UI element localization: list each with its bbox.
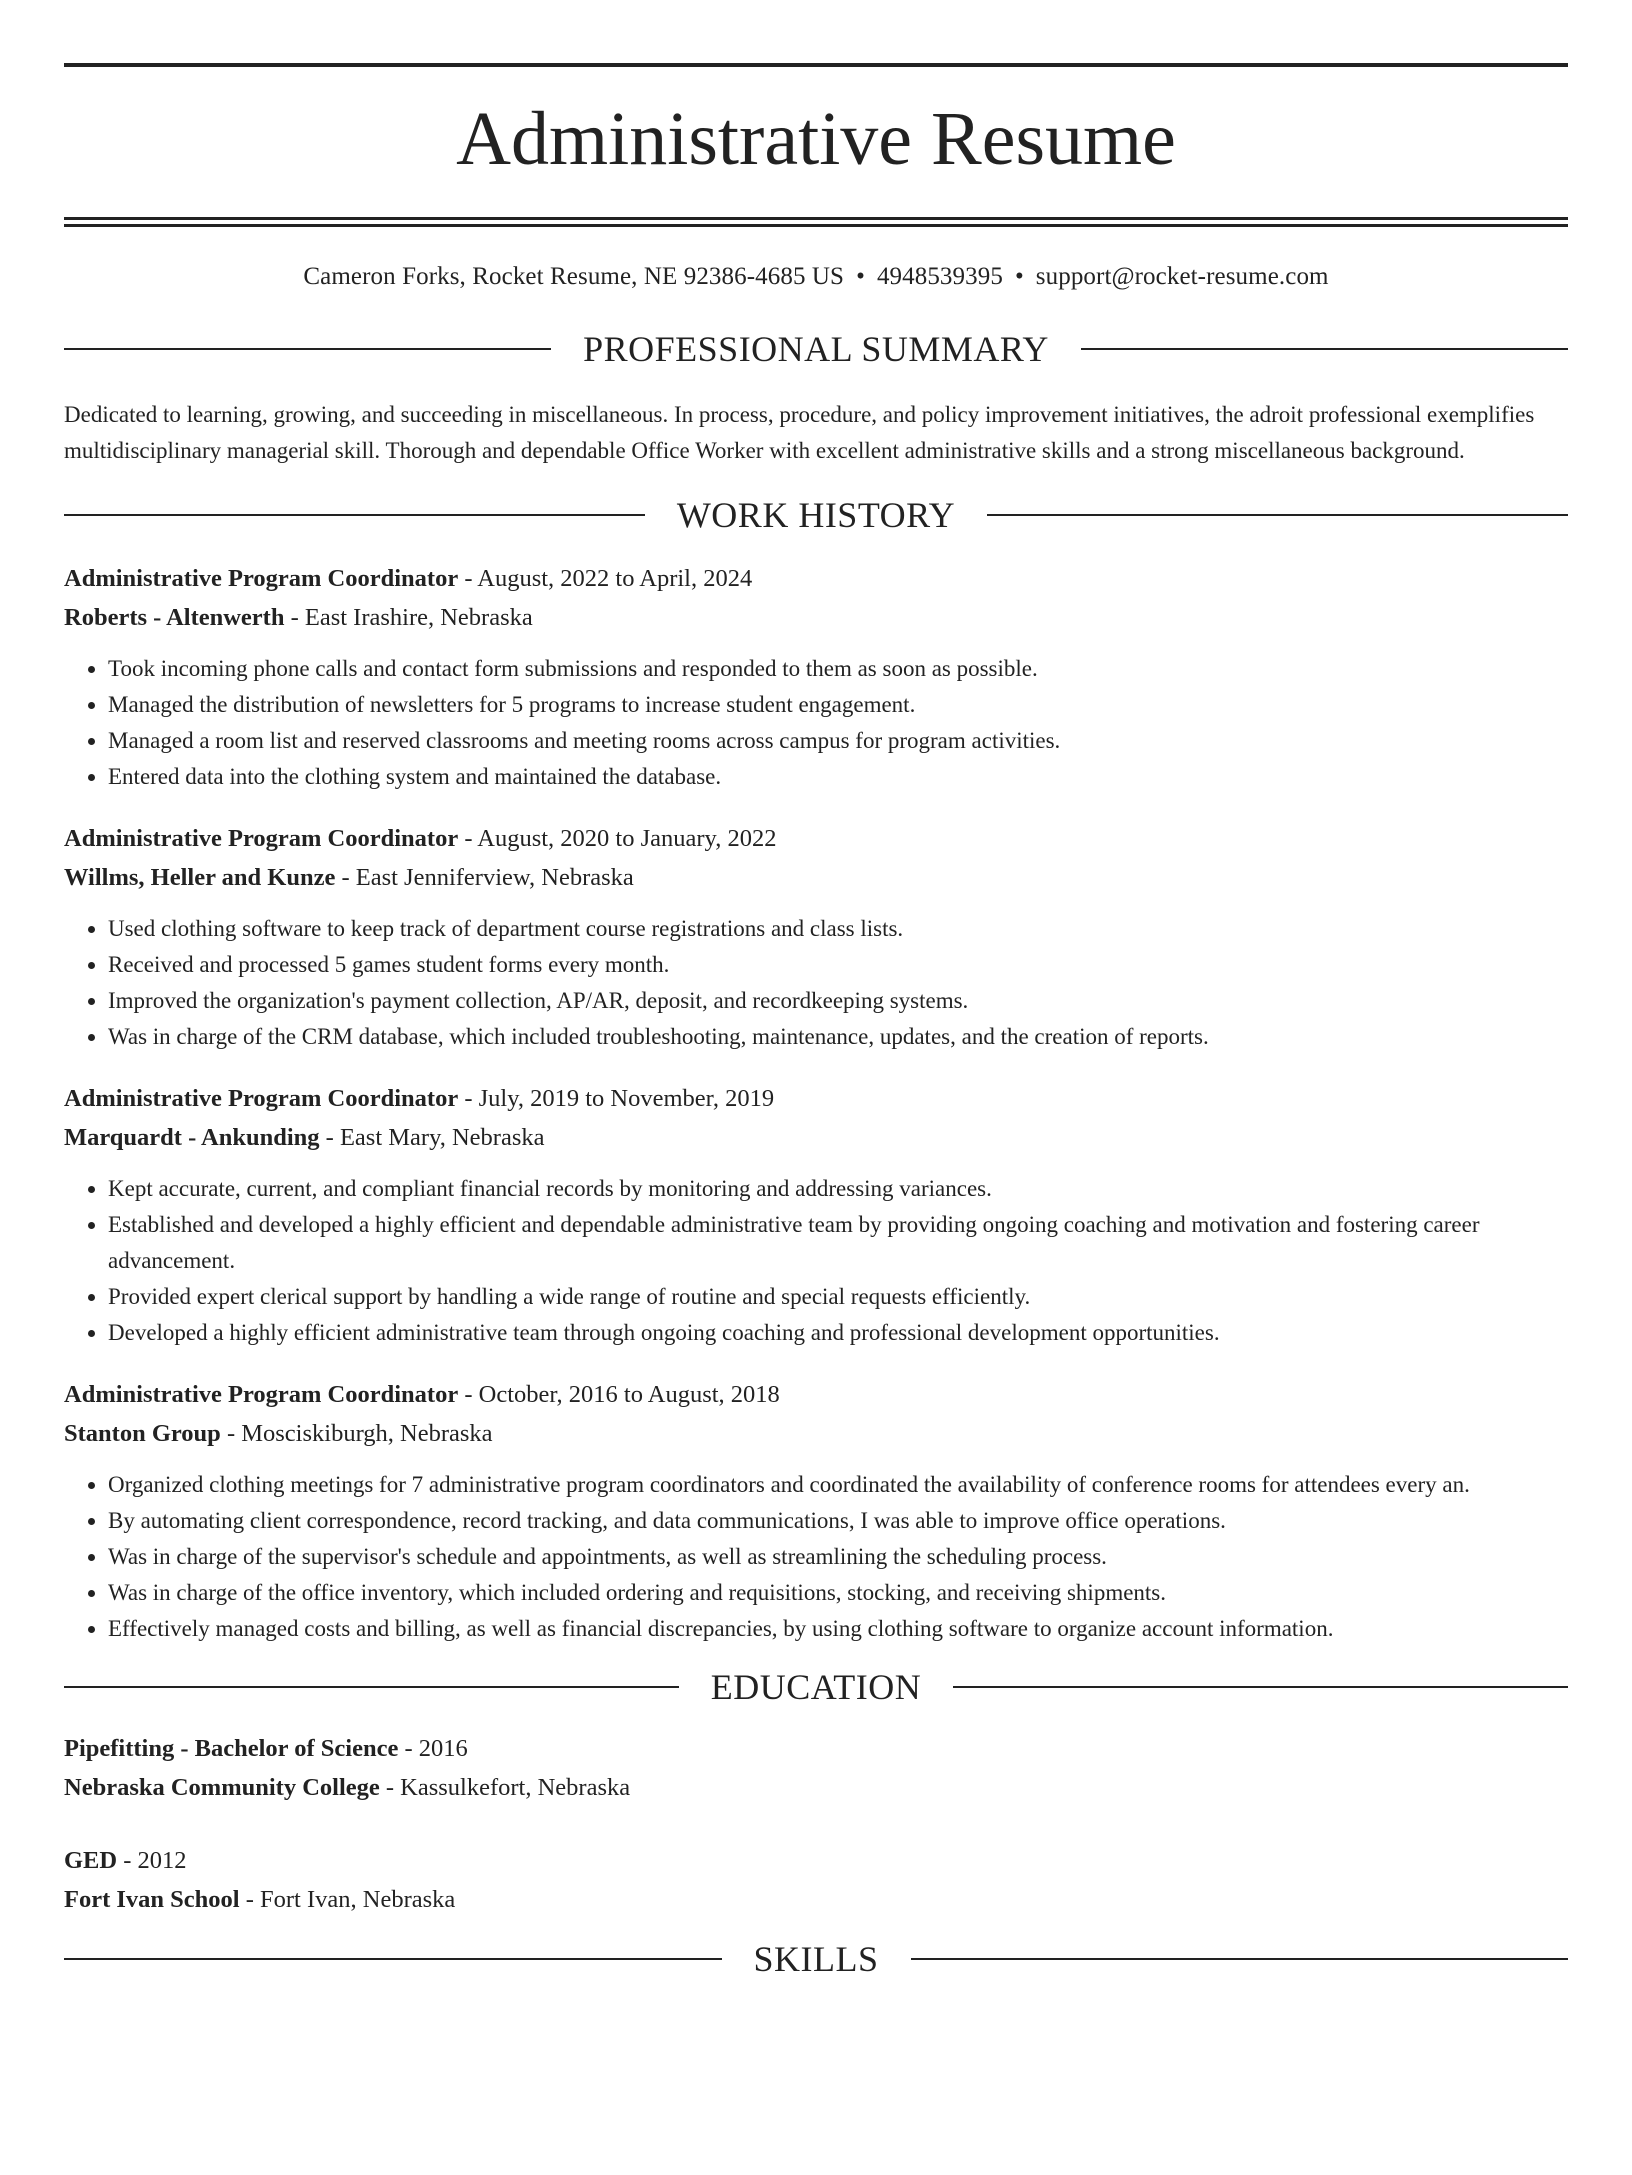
job-location: - East Jenniferview, Nebraska <box>335 864 634 891</box>
job-company: Willms, Heller and Kunze <box>64 864 336 891</box>
section-title: PROFESSIONAL SUMMARY <box>583 329 1049 369</box>
job-entry <box>64 819 1568 1055</box>
job-company: Marquardt - Ankunding <box>64 1124 320 1151</box>
job-entry <box>64 1079 1568 1351</box>
contact-separator: • <box>1014 263 1024 290</box>
job-company: Stanton Group <box>64 1420 221 1447</box>
education-year: - 2012 <box>117 1847 187 1874</box>
job-entry <box>64 559 1568 795</box>
heading-rule <box>1081 348 1568 350</box>
job-bullet: • Used clothing software to keep track of department course registrations and class lists. <box>108 911 1568 947</box>
education-school-line <box>64 1880 1568 1919</box>
education-location: - Kassulkefort, Nebraska <box>379 1774 631 1801</box>
top-rule <box>64 63 1568 67</box>
job-company-line <box>64 1118 1568 1157</box>
job-title: Administrative Program Coordinator <box>64 565 459 592</box>
section-heading-skills <box>64 1941 1568 1977</box>
job-bullet: • Kept accurate, current, and compliant financial records by monitoring and addressing variances. <box>108 1171 1568 1207</box>
job-dates: - October, 2016 to August, 2018 <box>458 1381 780 1408</box>
heading-rule <box>987 514 1568 516</box>
job-bullet: • Organized clothing meetings for 7 administrative program coordinators and coordinated the availability of conference rooms for attendees every an. <box>108 1467 1568 1503</box>
contact-line <box>64 263 1568 291</box>
job-bullet: • Received and processed 5 games student forms every month. <box>108 947 1568 983</box>
job-company-line <box>64 598 1568 637</box>
job-bullet-list <box>64 1171 1568 1351</box>
education-year: - 2016 <box>398 1735 468 1762</box>
title-double-rule <box>64 217 1568 227</box>
job-bullet: • Effectively managed costs and billing, as well as financial discrepancies, by using clothing software to organize account information. <box>108 1611 1568 1647</box>
job-location: - East Irashire, Nebraska <box>284 604 533 631</box>
job-company-line <box>64 1414 1568 1453</box>
job-dates: - August, 2022 to April, 2024 <box>458 565 753 592</box>
job-bullet: • By automating client correspondence, record tracking, and data communications, I was able to improve office operations. <box>108 1503 1568 1539</box>
education-school-line <box>64 1768 1568 1807</box>
job-bullet: • Entered data into the clothing system and maintained the database. <box>108 759 1568 795</box>
education-entry <box>64 1841 1568 1919</box>
education-degree: GED <box>64 1847 118 1874</box>
education-entry <box>64 1729 1568 1807</box>
section-heading-summary <box>64 331 1568 367</box>
education-school: Fort Ivan School <box>64 1886 240 1913</box>
job-entry <box>64 1375 1568 1647</box>
contact-email: support@rocket-resume.com <box>1035 263 1329 290</box>
job-title-line <box>64 1079 1568 1118</box>
job-bullet: • Managed a room list and reserved classrooms and meeting rooms across campus for program activities. <box>108 723 1568 759</box>
job-bullet: • Managed the distribution of newsletters for 5 programs to increase student engagement. <box>108 687 1568 723</box>
job-company: Roberts - Altenwerth <box>64 604 285 631</box>
job-bullet-list <box>64 911 1568 1055</box>
resume-page <box>0 63 1632 2175</box>
education-degree-line <box>64 1729 1568 1768</box>
job-title-line <box>64 819 1568 858</box>
job-company-line <box>64 858 1568 897</box>
job-bullet-list <box>64 651 1568 795</box>
education-degree-line <box>64 1841 1568 1880</box>
section-title: SKILLS <box>753 1939 879 1979</box>
job-bullet: • Established and developed a highly efficient and dependable administrative team by providing ongoing coaching and motivation and fostering career advancement. <box>108 1207 1568 1279</box>
job-location: - East Mary, Nebraska <box>319 1124 545 1151</box>
job-bullet-list <box>64 1467 1568 1647</box>
heading-rule <box>64 1686 679 1688</box>
job-bullet: • Developed a highly efficient administrative team through ongoing coaching and professional development opportunities. <box>108 1315 1568 1351</box>
work-history-list <box>64 559 1568 1647</box>
section-heading-education <box>64 1669 1568 1705</box>
job-bullet: • Improved the organization's payment collection, AP/AR, deposit, and recordkeeping systems. <box>108 983 1568 1019</box>
job-bullet: • Was in charge of the supervisor's schedule and appointments, as well as streamlining the scheduling process. <box>108 1539 1568 1575</box>
education-location: - Fort Ivan, Nebraska <box>239 1886 456 1913</box>
job-dates: - August, 2020 to January, 2022 <box>458 825 777 852</box>
job-title: Administrative Program Coordinator <box>64 1085 459 1112</box>
summary-text: Dedicated to learning, growing, and succeeding in miscellaneous. In process, procedure, and policy improvement initiatives, the adroit professional exemplifies multidisciplinary managerial skill. Thorough and dependable Office Worker with excellent administrative skills and a strong miscellaneous background. <box>64 402 1535 463</box>
job-title-line <box>64 559 1568 598</box>
heading-rule <box>911 1958 1569 1960</box>
job-bullet: • Provided expert clerical support by handling a wide range of routine and special requests efficiently. <box>108 1279 1568 1315</box>
job-bullet: • Took incoming phone calls and contact form submissions and responded to them as soon as possible. <box>108 651 1568 687</box>
job-bullet: • Was in charge of the CRM database, which included troubleshooting, maintenance, updates, and the creation of reports. <box>108 1019 1568 1055</box>
job-title: Administrative Program Coordinator <box>64 1381 459 1408</box>
job-title: Administrative Program Coordinator <box>64 825 459 852</box>
job-title-line <box>64 1375 1568 1414</box>
contact-separator: • <box>856 263 865 290</box>
section-title: WORK HISTORY <box>676 495 956 535</box>
heading-rule <box>953 1686 1568 1688</box>
education-degree: Pipefitting - Bachelor of Science <box>64 1735 399 1762</box>
section-heading-work-history <box>64 497 1568 533</box>
contact-phone: 4948539395 <box>876 263 1003 290</box>
heading-rule <box>64 1958 722 1960</box>
resume-title: Administrative Resume <box>456 97 1176 181</box>
contact-address: Cameron Forks, Rocket Resume, NE 92386-4685 US <box>303 263 845 290</box>
job-bullet: • Was in charge of the office inventory, which included ordering and requisitions, stocking, and receiving shipments. <box>108 1575 1568 1611</box>
section-title: EDUCATION <box>710 1667 922 1707</box>
job-dates: - July, 2019 to November, 2019 <box>458 1085 775 1112</box>
heading-rule <box>64 514 645 516</box>
heading-rule <box>64 348 551 350</box>
job-location: - Mosciskiburgh, Nebraska <box>220 1420 493 1447</box>
education-school: Nebraska Community College <box>64 1774 380 1801</box>
